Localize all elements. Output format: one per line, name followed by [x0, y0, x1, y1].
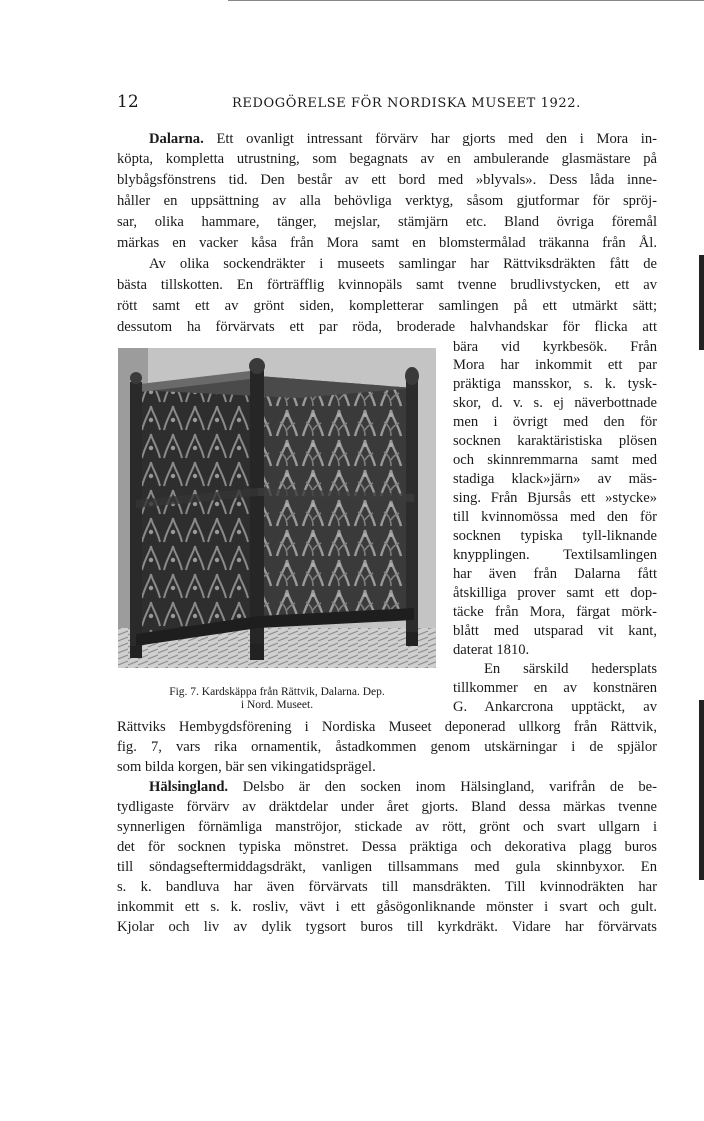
- text-line: [117, 130, 657, 148]
- text-line: men i övrigt med den för: [453, 414, 657, 430]
- text-line: det för socknen typiska mönstret. Dessa präktiga och dekorativa plagg buros: [117, 839, 657, 855]
- text-line: sar, olika hammare, tänger, mejslar, stämjärn etc. Bland övriga föremål: [117, 214, 657, 230]
- text-line: blått med utsparad vit kant,: [453, 623, 657, 639]
- text-line: stadiga klack»järn» av mäs-: [453, 471, 657, 487]
- text-line: har även från Dalarna fått: [453, 566, 657, 582]
- text-line: knypplingen. Textilsamlingen: [453, 547, 657, 563]
- text-line: socknen typiska tyll-liknande: [453, 528, 657, 544]
- text-line: åtskilliga prover samt ett dop-: [453, 585, 657, 601]
- text-line: tydligaste förvärv av dräktdelar under året gjorts. Bland dessa märkas tvenne: [117, 799, 657, 815]
- text-line: synnerligen förnämliga manströjor, stickade av rött, grönt och svart ullgarn i: [117, 819, 657, 835]
- carved-box-illustration: [118, 348, 436, 668]
- text-line: Mora har inkommit ett par: [453, 357, 657, 373]
- text-line: inkommit ett s. k. rosliv, vävt i ett gåsögonliknande mönster i svart och gult.: [117, 899, 657, 915]
- text-line: bästa tillskotten. En förträfflig kvinnopäls samt tvenne brudlivstycken, ett av: [117, 277, 657, 293]
- section-label-halsingland: Hälsingland.: [149, 779, 229, 795]
- text-line: blybågsfönstrens tid. Den består av ett bord med »blyvals». Dess låda inne-: [117, 172, 657, 188]
- text-line: rött samt ett av grönt siden, kompletterar samlingen på ett utmärkt sätt;: [117, 298, 657, 314]
- text-span: Ett ovanligt intressant förvärv har gjorts med den i Mora in-: [216, 131, 657, 147]
- text-line: och skinnremmarna samt med: [453, 452, 657, 468]
- text-line: tillkommer en av konstnären: [453, 680, 657, 696]
- text-line: dessutom ha förvärvats ett par röda, broderade halvhandskar för flicka att: [117, 319, 657, 335]
- figure-caption: [118, 686, 436, 712]
- caption-line: i Nord. Museet.: [240, 699, 314, 711]
- text-line: märkas en vacker kåsa från Mora samt en blomstermålad träkanna från Ål.: [117, 235, 657, 251]
- text-line: bära vid kyrkbesök. Från: [453, 339, 657, 355]
- figure-image: [118, 348, 436, 668]
- text-line: socknen karaktäristiska plösen: [453, 433, 657, 449]
- text-line: Rättviks Hembygdsförening i Nordiska Museet deponerad ullkorg från Rättvik,: [117, 719, 657, 735]
- text-line: till söndagseftermiddagsdräkt, vanligen tillsammans med gula skinnbyxor. En: [117, 859, 657, 875]
- text-line: täcke från Mora, färgat mörk-: [453, 604, 657, 620]
- scan-edge-mark: [699, 255, 704, 350]
- text-line: Kjolar och liv av dylik tygsort buros till kyrkdräkt. Vidare har förvärvats: [117, 919, 657, 935]
- section-label-dalarna: Dalarna.: [149, 131, 204, 147]
- top-rule: [228, 0, 704, 1]
- page-number: 12: [117, 92, 139, 112]
- text-line: präktiga mansskor, s. k. tysk-: [453, 376, 657, 392]
- text-line: köpta, kompletta utrustning, som begagnats av en ambulerande glasmästare på: [117, 151, 657, 167]
- text-line: håller en uppsättning av alla behövliga verktyg, såsom gjutformar för spröj-: [117, 193, 657, 209]
- text-line: skor, d. v. s. ej näverbottnade: [453, 395, 657, 411]
- text-span: Delsbo är den socken inom Hälsingland, varifrån de be-: [242, 779, 657, 795]
- text-line: En särskild hedersplats: [484, 661, 657, 677]
- text-line: till kvinnomössa med den för: [453, 509, 657, 525]
- text-line: sing. Från Bjursås ett »stycke»: [453, 490, 657, 506]
- text-line: G. Ankarcrona upptäckt, av: [453, 699, 657, 715]
- caption-line: Fig. 7. Kardskäppa från Rättvik, Dalarna. Dep.: [169, 686, 385, 698]
- text-line: [117, 778, 657, 796]
- running-title: REDOGÖRELSE FÖR NORDISKA MUSEET 1922.: [232, 96, 581, 111]
- text-line: fig. 7, vars rika ornamentik, åstadkommen genom utskärningar i de spjälor: [117, 739, 657, 755]
- text-line: s. k. bandluva har även förvärvats till mansdräkten. Till kvinnodräkten har: [117, 879, 657, 895]
- scan-edge-mark: [699, 700, 704, 880]
- text-line: som bilda korgen, bär sen vikingatidsprägel.: [117, 759, 376, 775]
- text-line: Av olika sockendräkter i museets samlingar har Rättviksdräkten fått de: [149, 256, 657, 272]
- text-line: daterat 1810.: [453, 642, 530, 658]
